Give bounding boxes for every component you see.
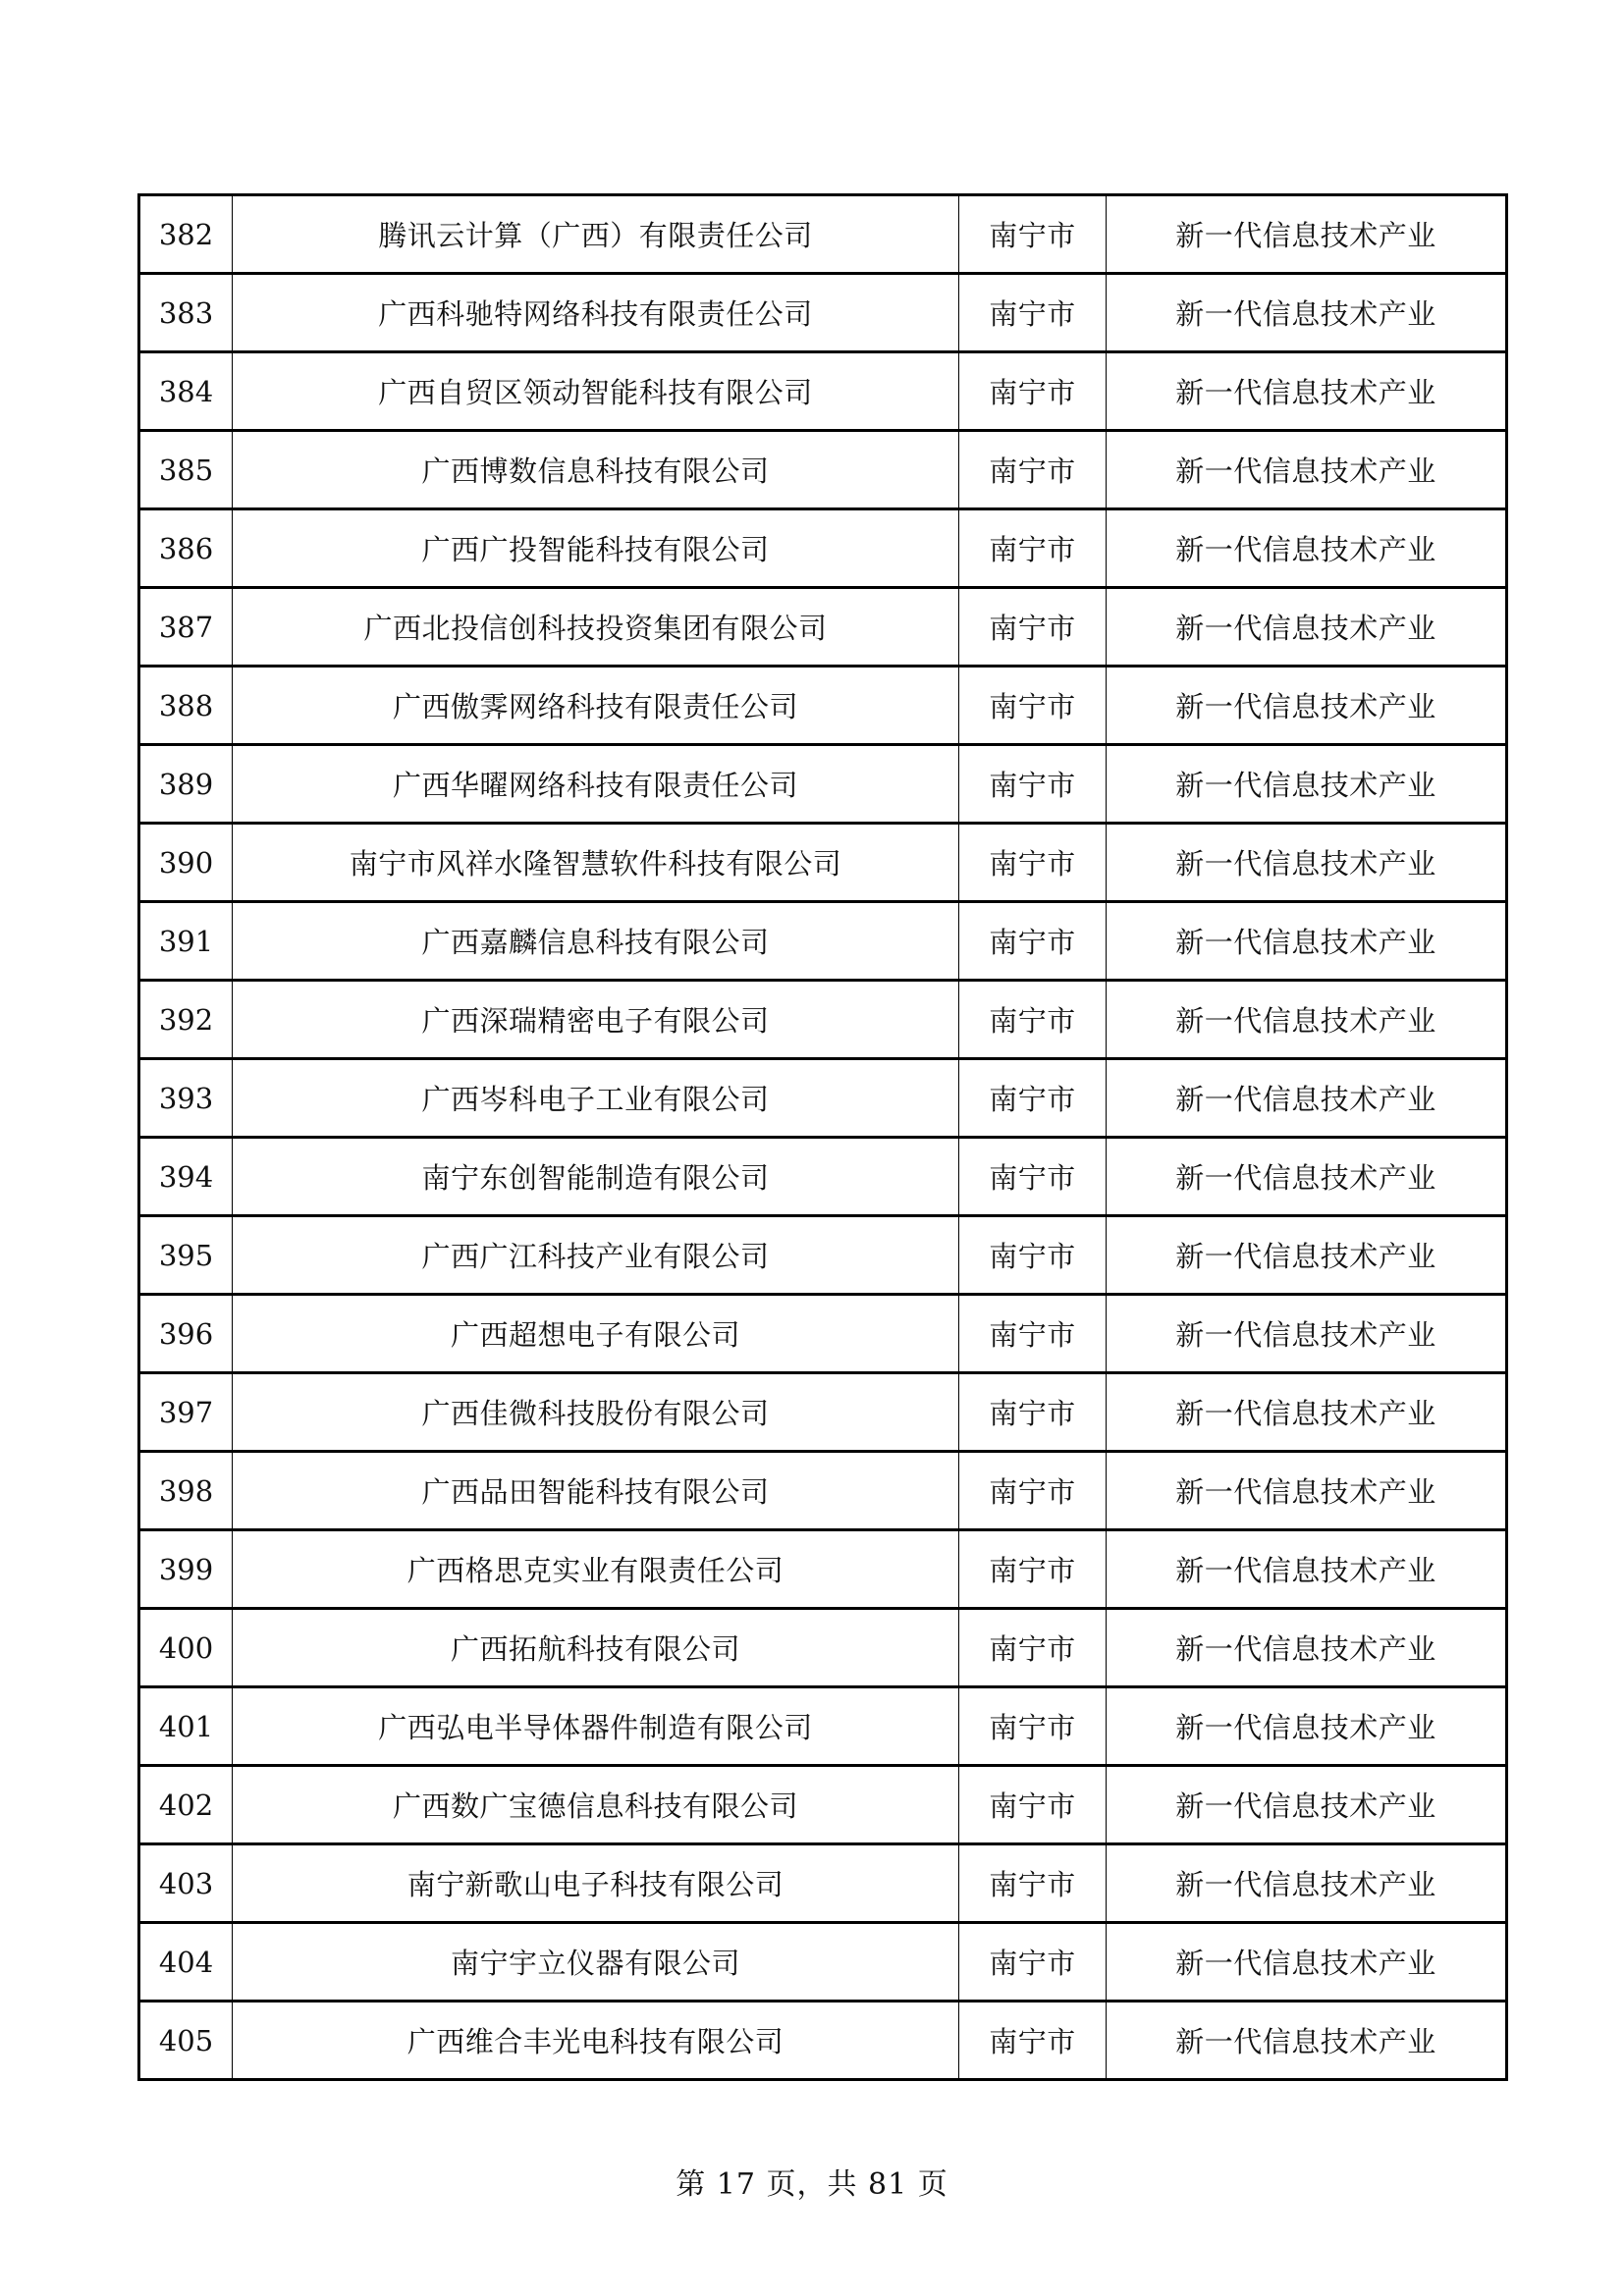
industry-cell: 新一代信息技术产业 xyxy=(1107,1059,1507,1138)
city-cell: 南宁市 xyxy=(959,1295,1107,1373)
row-number-cell: 387 xyxy=(139,588,233,667)
city-cell: 南宁市 xyxy=(959,1766,1107,1844)
industry-cell: 新一代信息技术产业 xyxy=(1107,588,1507,667)
city-cell: 南宁市 xyxy=(959,588,1107,667)
city-cell: 南宁市 xyxy=(959,195,1107,274)
industry-cell: 新一代信息技术产业 xyxy=(1107,981,1507,1059)
table-row xyxy=(139,1609,1507,1687)
city-cell: 南宁市 xyxy=(959,1609,1107,1687)
table-row xyxy=(139,431,1507,509)
row-number-cell: 382 xyxy=(139,195,233,274)
city-cell: 南宁市 xyxy=(959,431,1107,509)
company-name-cell: 南宁市风祥水隆智慧软件科技有限公司 xyxy=(233,824,959,902)
company-name-cell: 腾讯云计算（广西）有限责任公司 xyxy=(233,195,959,274)
row-number-cell: 385 xyxy=(139,431,233,509)
company-name-cell: 广西嘉麟信息科技有限公司 xyxy=(233,902,959,981)
company-name-cell: 广西自贸区领动智能科技有限公司 xyxy=(233,352,959,431)
city-cell: 南宁市 xyxy=(959,667,1107,745)
page-number-footer: 第 17 页，共 81 页 xyxy=(676,2167,948,2202)
company-name-cell: 广西弘电半导体器件制造有限公司 xyxy=(233,1687,959,1766)
industry-cell: 新一代信息技术产业 xyxy=(1107,1530,1507,1609)
industry-cell: 新一代信息技术产业 xyxy=(1107,352,1507,431)
industry-cell: 新一代信息技术产业 xyxy=(1107,195,1507,274)
industry-cell: 新一代信息技术产业 xyxy=(1107,509,1507,588)
table-row xyxy=(139,824,1507,902)
company-name-cell: 广西格思克实业有限责任公司 xyxy=(233,1530,959,1609)
city-cell: 南宁市 xyxy=(959,981,1107,1059)
table-row xyxy=(139,195,1507,274)
company-name-cell: 广西数广宝德信息科技有限公司 xyxy=(233,1766,959,1844)
company-name-cell: 广西品田智能科技有限公司 xyxy=(233,1452,959,1530)
industry-cell: 新一代信息技术产业 xyxy=(1107,431,1507,509)
table-row xyxy=(139,1452,1507,1530)
row-number-cell: 398 xyxy=(139,1452,233,1530)
city-cell: 南宁市 xyxy=(959,2002,1107,2080)
table-row xyxy=(139,1844,1507,1923)
table-row xyxy=(139,1138,1507,1216)
company-name-cell: 南宁东创智能制造有限公司 xyxy=(233,1138,959,1216)
industry-cell: 新一代信息技术产业 xyxy=(1107,1609,1507,1687)
row-number-cell: 395 xyxy=(139,1216,233,1295)
table-row xyxy=(139,1766,1507,1844)
company-name-cell: 广西博数信息科技有限公司 xyxy=(233,431,959,509)
table-row xyxy=(139,1687,1507,1766)
row-number-cell: 401 xyxy=(139,1687,233,1766)
row-number-cell: 392 xyxy=(139,981,233,1059)
city-cell: 南宁市 xyxy=(959,902,1107,981)
company-name-cell: 广西广投智能科技有限公司 xyxy=(233,509,959,588)
row-number-cell: 397 xyxy=(139,1373,233,1452)
row-number-cell: 405 xyxy=(139,2002,233,2080)
company-list-table-container xyxy=(137,193,1505,2081)
company-name-cell: 广西科驰特网络科技有限责任公司 xyxy=(233,274,959,352)
industry-cell: 新一代信息技术产业 xyxy=(1107,824,1507,902)
company-name-cell: 广西深瑞精密电子有限公司 xyxy=(233,981,959,1059)
company-name-cell: 广西超想电子有限公司 xyxy=(233,1295,959,1373)
industry-cell: 新一代信息技术产业 xyxy=(1107,1373,1507,1452)
industry-cell: 新一代信息技术产业 xyxy=(1107,1216,1507,1295)
row-number-cell: 394 xyxy=(139,1138,233,1216)
city-cell: 南宁市 xyxy=(959,1059,1107,1138)
company-name-cell: 广西广江科技产业有限公司 xyxy=(233,1216,959,1295)
city-cell: 南宁市 xyxy=(959,1138,1107,1216)
city-cell: 南宁市 xyxy=(959,745,1107,824)
row-number-cell: 402 xyxy=(139,1766,233,1844)
table-row xyxy=(139,1216,1507,1295)
company-name-cell: 南宁宇立仪器有限公司 xyxy=(233,1923,959,2002)
row-number-cell: 388 xyxy=(139,667,233,745)
row-number-cell: 404 xyxy=(139,1923,233,2002)
company-name-cell: 广西拓航科技有限公司 xyxy=(233,1609,959,1687)
city-cell: 南宁市 xyxy=(959,824,1107,902)
industry-cell: 新一代信息技术产业 xyxy=(1107,902,1507,981)
table-row xyxy=(139,1923,1507,2002)
company-table-body xyxy=(139,195,1507,2080)
industry-cell: 新一代信息技术产业 xyxy=(1107,667,1507,745)
city-cell: 南宁市 xyxy=(959,274,1107,352)
row-number-cell: 389 xyxy=(139,745,233,824)
industry-cell: 新一代信息技术产业 xyxy=(1107,1138,1507,1216)
city-cell: 南宁市 xyxy=(959,509,1107,588)
row-number-cell: 400 xyxy=(139,1609,233,1687)
row-number-cell: 386 xyxy=(139,509,233,588)
table-row xyxy=(139,1295,1507,1373)
industry-cell: 新一代信息技术产业 xyxy=(1107,1766,1507,1844)
company-name-cell: 广西维合丰光电科技有限公司 xyxy=(233,2002,959,2080)
company-name-cell: 广西佳微科技股份有限公司 xyxy=(233,1373,959,1452)
table-row xyxy=(139,981,1507,1059)
city-cell: 南宁市 xyxy=(959,1530,1107,1609)
company-list-table xyxy=(137,193,1508,2081)
table-row xyxy=(139,274,1507,352)
table-row xyxy=(139,352,1507,431)
industry-cell: 新一代信息技术产业 xyxy=(1107,1452,1507,1530)
city-cell: 南宁市 xyxy=(959,1452,1107,1530)
industry-cell: 新一代信息技术产业 xyxy=(1107,274,1507,352)
industry-cell: 新一代信息技术产业 xyxy=(1107,2002,1507,2080)
city-cell: 南宁市 xyxy=(959,1923,1107,2002)
company-name-cell: 广西岑科电子工业有限公司 xyxy=(233,1059,959,1138)
row-number-cell: 383 xyxy=(139,274,233,352)
industry-cell: 新一代信息技术产业 xyxy=(1107,1295,1507,1373)
row-number-cell: 396 xyxy=(139,1295,233,1373)
row-number-cell: 403 xyxy=(139,1844,233,1923)
table-row xyxy=(139,745,1507,824)
row-number-cell: 399 xyxy=(139,1530,233,1609)
industry-cell: 新一代信息技术产业 xyxy=(1107,745,1507,824)
table-row xyxy=(139,1530,1507,1609)
company-name-cell: 南宁新歌山电子科技有限公司 xyxy=(233,1844,959,1923)
table-row xyxy=(139,1059,1507,1138)
industry-cell: 新一代信息技术产业 xyxy=(1107,1687,1507,1766)
row-number-cell: 393 xyxy=(139,1059,233,1138)
table-row xyxy=(139,509,1507,588)
row-number-cell: 384 xyxy=(139,352,233,431)
city-cell: 南宁市 xyxy=(959,352,1107,431)
industry-cell: 新一代信息技术产业 xyxy=(1107,1923,1507,2002)
table-row xyxy=(139,667,1507,745)
table-row xyxy=(139,1373,1507,1452)
table-row xyxy=(139,902,1507,981)
table-row xyxy=(139,588,1507,667)
row-number-cell: 391 xyxy=(139,902,233,981)
industry-cell: 新一代信息技术产业 xyxy=(1107,1844,1507,1923)
city-cell: 南宁市 xyxy=(959,1844,1107,1923)
city-cell: 南宁市 xyxy=(959,1373,1107,1452)
company-name-cell: 广西北投信创科技投资集团有限公司 xyxy=(233,588,959,667)
table-row xyxy=(139,2002,1507,2080)
row-number-cell: 390 xyxy=(139,824,233,902)
company-name-cell: 广西华曜网络科技有限责任公司 xyxy=(233,745,959,824)
city-cell: 南宁市 xyxy=(959,1687,1107,1766)
city-cell: 南宁市 xyxy=(959,1216,1107,1295)
company-name-cell: 广西傲霁网络科技有限责任公司 xyxy=(233,667,959,745)
